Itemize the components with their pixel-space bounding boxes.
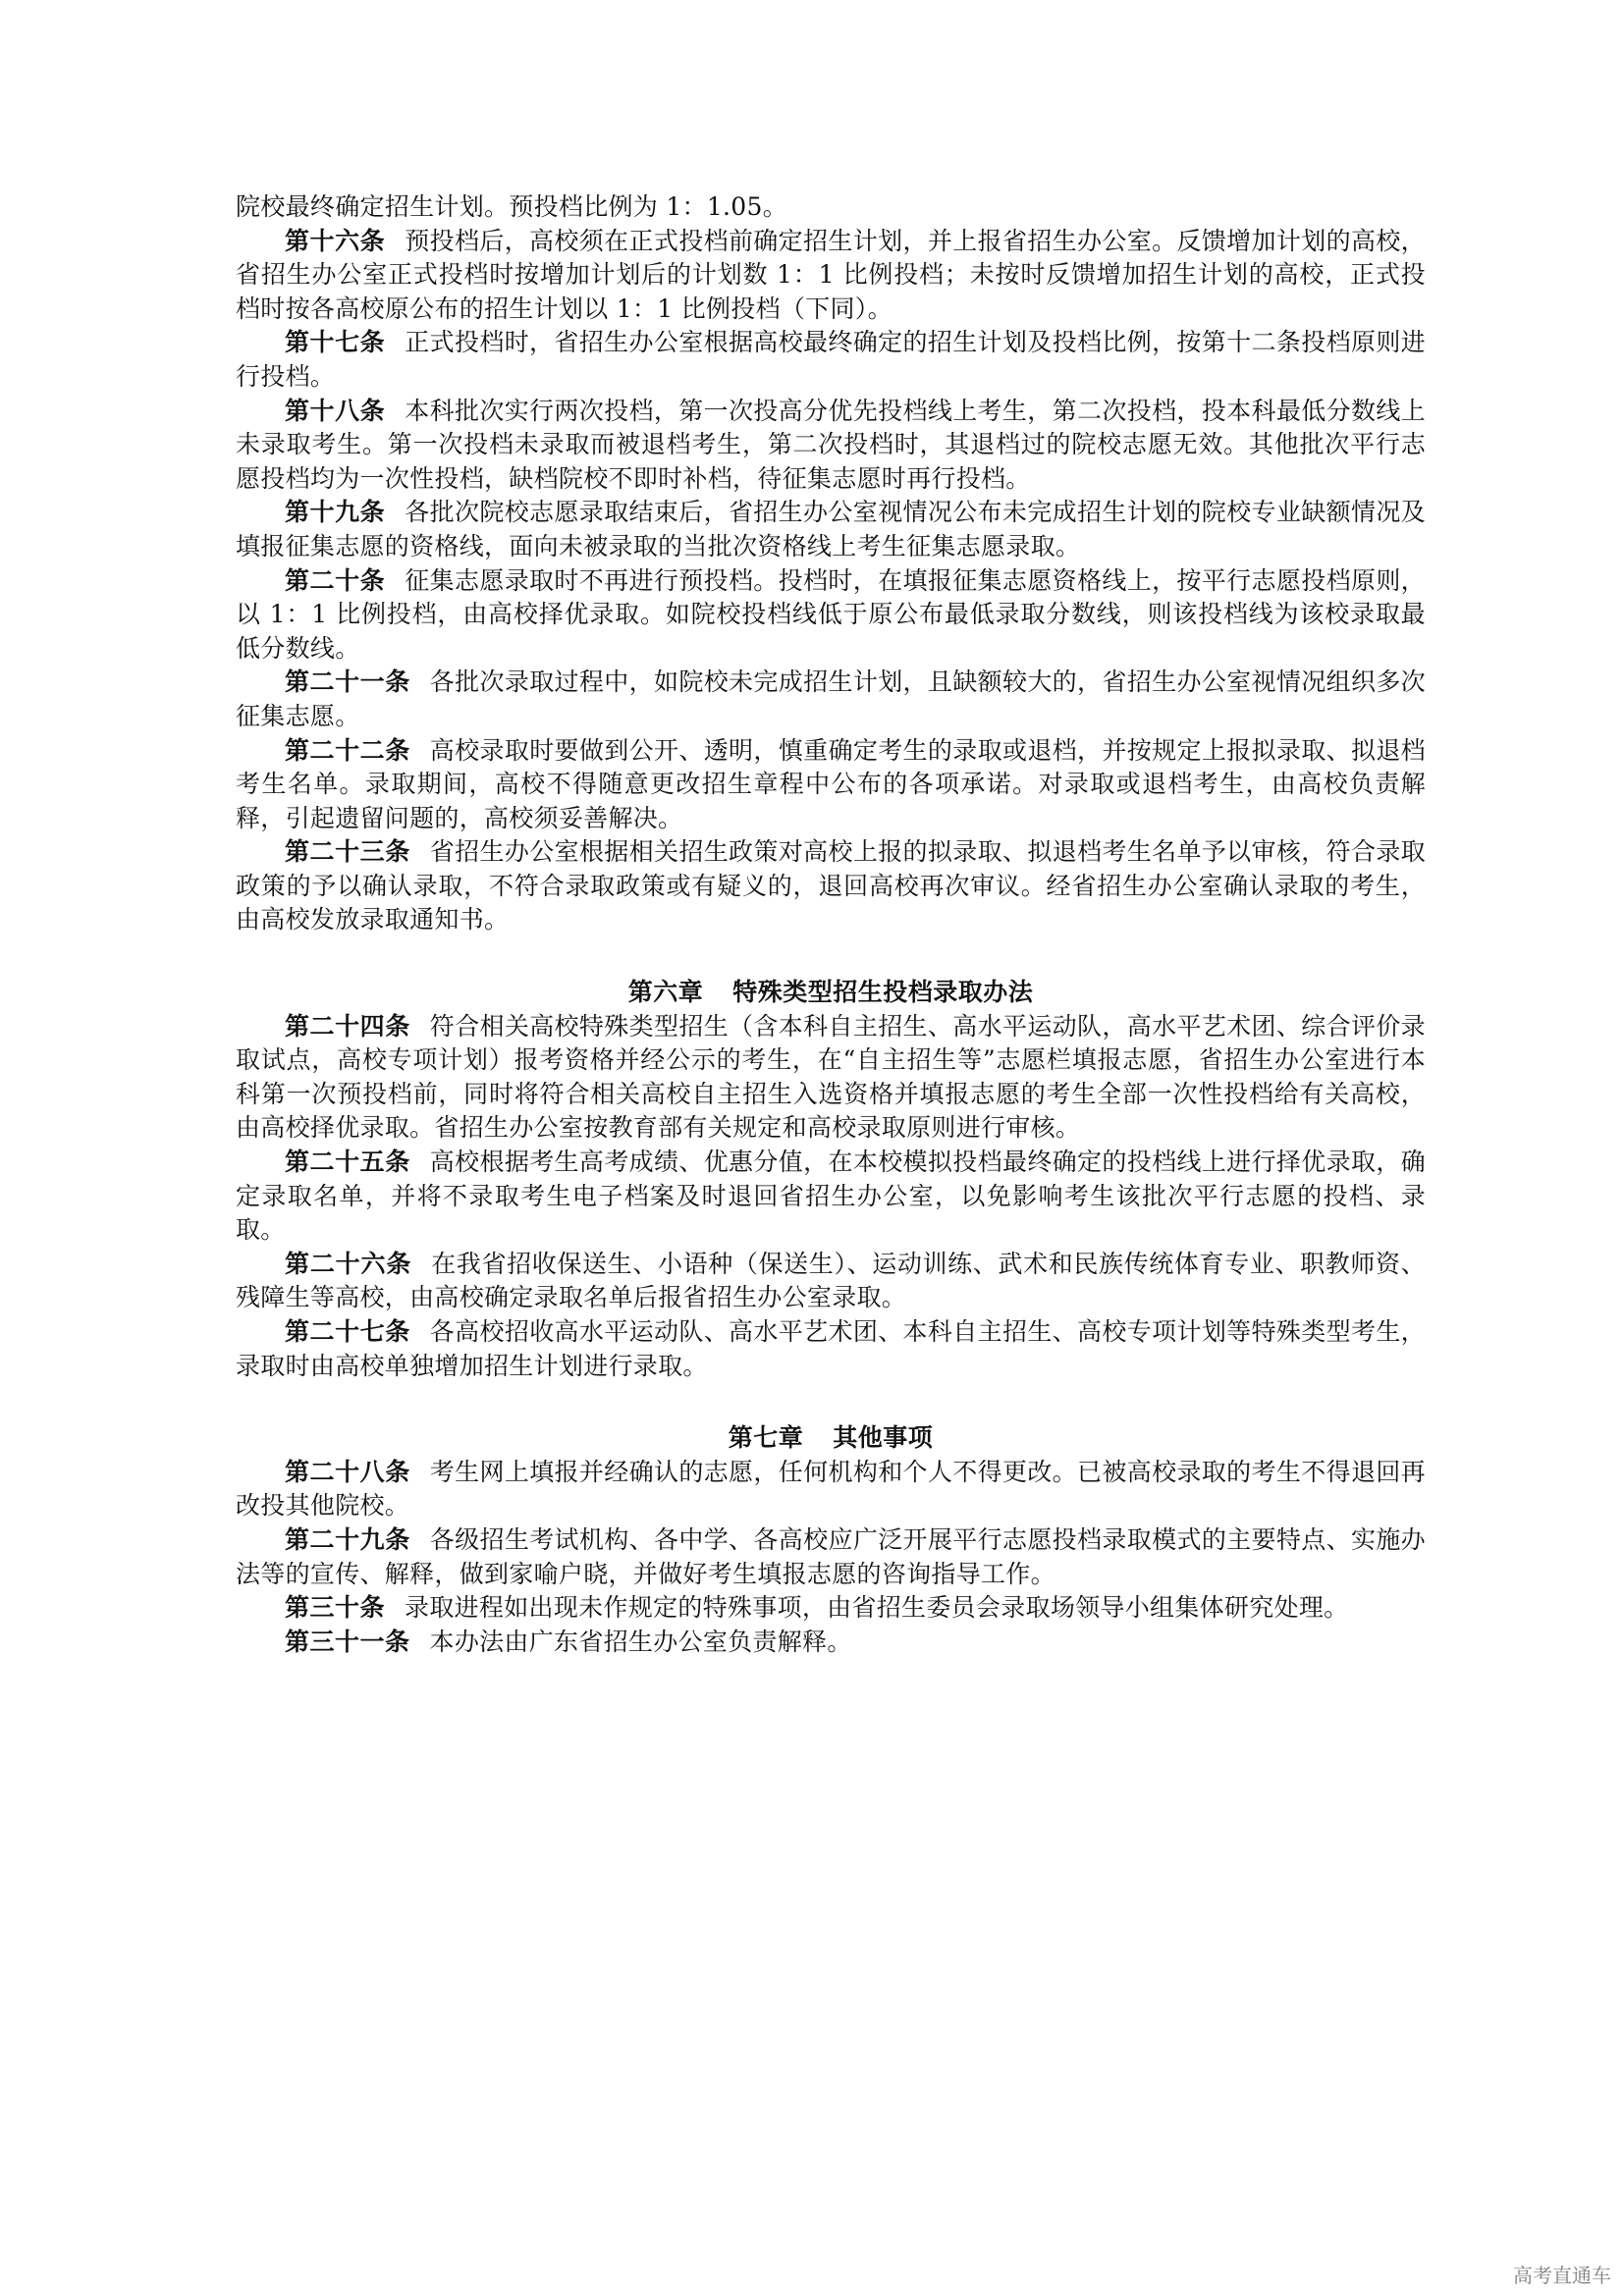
article-text: 在我省招收保送生、小语种（保送生）、运动训练、武术和民族传统体育专业、职教师资、残障生等高校，由高校确定录取名单后报省招生办公室录取。 bbox=[236, 1249, 1426, 1312]
article bbox=[236, 666, 1426, 733]
articles-group-c bbox=[236, 1456, 1426, 1660]
article bbox=[236, 1146, 1426, 1248]
article-text: 本办法由广东省招生办公室负责解释。 bbox=[429, 1627, 852, 1656]
article bbox=[236, 496, 1426, 563]
article bbox=[236, 1010, 1426, 1146]
article-text: 预投档后，高校须在正式投档前确定招生计划，并上报省招生办公室。反馈增加计划的高校，省招生办公室正式投档时按增加计划后的计划数 1：1 比例投档；未按时反馈增加招生计划的高校，正式投档时按各高校原公布的招生计划以 1：1 比例投档（下同）。 bbox=[236, 226, 1426, 323]
article-text: 各批次录取过程中，如院校未完成招生计划，且缺额较大的，省招生办公室视情况组织多次征集志愿。 bbox=[236, 667, 1426, 730]
article bbox=[236, 564, 1426, 667]
article-number: 第二十七条 bbox=[285, 1317, 410, 1346]
article bbox=[236, 225, 1426, 327]
chapter-title: 其他事项 bbox=[833, 1423, 934, 1453]
chapter-number: 第六章 bbox=[627, 978, 704, 1007]
article-number: 第十七条 bbox=[285, 328, 386, 357]
article-number: 第二十八条 bbox=[285, 1457, 410, 1486]
article-number: 第二十三条 bbox=[285, 837, 410, 867]
article-text: 高校根据考生高考成绩、优惠分值，在本校模拟投档最终确定的投档线上进行择优录取，确定录取名单，并将不录取考生电子档案及时退回省招生办公室，以免影响考生该批次平行志愿的投档、录取。 bbox=[236, 1148, 1426, 1245]
article bbox=[236, 1591, 1426, 1626]
watermark: 高考直通车 bbox=[1513, 2264, 1611, 2287]
chapter-title: 特殊类型招生投档录取办法 bbox=[732, 978, 1034, 1007]
article-text: 高校录取时要做到公开、透明，慎重确定考生的录取或退档，并按规定上报拟录取、拟退档考生名单。录取期间，高校不得随意更改招生章程中公布的各项承诺。对录取或退档考生，由高校负责解释，引起遗留问题的，高校须妥善解决。 bbox=[236, 735, 1426, 832]
article-text: 考生网上填报并经确认的志愿，任何机构和个人不得更改。已被高校录取的考生不得退回再改投其他院校。 bbox=[236, 1457, 1426, 1521]
article bbox=[236, 1456, 1426, 1523]
article-text: 各级招生考试机构、各中学、各高校应广泛开展平行志愿投档录取模式的主要特点、实施办法等的宣传、解释，做到家喻户晓，并做好考生填报志愿的咨询指导工作。 bbox=[236, 1524, 1426, 1588]
chapter-number: 第七章 bbox=[728, 1423, 804, 1453]
article bbox=[236, 1315, 1426, 1383]
article bbox=[236, 1626, 1426, 1660]
article-number: 第十六条 bbox=[285, 226, 386, 255]
article bbox=[236, 326, 1426, 394]
article-text: 各高校招收高水平运动队、高水平艺术团、本科自主招生、高校专项计划等特殊类型考生，录取时由高校单独增加招生计划进行录取。 bbox=[236, 1317, 1426, 1380]
article-number: 第二十九条 bbox=[285, 1524, 410, 1554]
article-number: 第二十四条 bbox=[285, 1011, 410, 1041]
articles-group-a bbox=[236, 225, 1426, 937]
article-text: 本科批次实行两次投档，第一次投高分优先投档线上考生，第二次投档，投本科最低分数线上未录取考生。第一次投档未录取而被退档考生，第二次投档时，其退档过的院校志愿无效。其他批次平行志愿投档均为一次性投档，缺档院校不即时补档，待征集志愿时再行投档。 bbox=[236, 396, 1426, 493]
article-number: 第二十二条 bbox=[285, 735, 410, 765]
article-text: 征集志愿录取时不再进行预投档。投档时，在填报征集志愿资格线上，按平行志愿投档原则，以 1：1 比例投档，由高校择优录取。如院校投档线低于原公布最低录取分数线，则该投档线为该校录取最低分数线。 bbox=[236, 565, 1426, 663]
article bbox=[236, 734, 1426, 836]
article bbox=[236, 835, 1426, 937]
article-text: 各批次院校志愿录取结束后，省招生办公室视情况公布未完成招生计划的院校专业缺额情况及填报征集志愿的资格线，面向未被录取的当批次资格线上考生征集志愿录取。 bbox=[236, 498, 1426, 561]
chapter-heading bbox=[236, 1421, 1426, 1456]
article-number: 第三十条 bbox=[285, 1593, 386, 1623]
article-text: 省招生办公室根据相关招生政策对高校上报的拟录取、拟退档考生名单予以审核，符合录取政策的予以确认录取，不符合录取政策或有疑义的，退回高校再次审议。经省招生办公室确认录取的考生，由高校发放录取通知书。 bbox=[236, 837, 1426, 934]
article-number: 第二十六条 bbox=[285, 1249, 412, 1278]
article-number: 第十九条 bbox=[285, 498, 386, 527]
document-page bbox=[236, 190, 1426, 1659]
article bbox=[236, 1248, 1426, 1315]
article-number: 第三十一条 bbox=[285, 1627, 410, 1656]
article bbox=[236, 1523, 1426, 1591]
article bbox=[236, 395, 1426, 497]
article-number: 第十八条 bbox=[285, 396, 386, 425]
articles-group-b bbox=[236, 1010, 1426, 1384]
article-number: 第二十五条 bbox=[285, 1148, 410, 1177]
article-text: 录取进程如出现未作规定的特殊事项，由省招生委员会录取场领导小组集体研究处理。 bbox=[405, 1593, 1349, 1623]
article-number: 第二十一条 bbox=[285, 667, 410, 697]
opening-line: 院校最终确定招生计划。预投档比例为 1：1.05。 bbox=[236, 192, 788, 221]
article-text: 正式投档时，省招生办公室根据高校最终确定的招生计划及投档比例，按第十二条投档原则进行投档。 bbox=[236, 328, 1426, 391]
chapter-heading bbox=[236, 976, 1426, 1010]
article-number: 第二十条 bbox=[285, 565, 386, 595]
article-text: 符合相关高校特殊类型招生（含本科自主招生、高水平运动队，高水平艺术团、综合评价录取试点，高校专项计划）报考资格并经公示的考生，在“自主招生等”志愿栏填报志愿，省招生办公室进行本科第一次预投档前，同时将符合相关高校自主招生入选资格并填报志愿的考生全部一次性投档给有关高校，由高校择优录取。省招生办公室按教育部有关规定和高校录取原则进行审核。 bbox=[236, 1011, 1426, 1143]
